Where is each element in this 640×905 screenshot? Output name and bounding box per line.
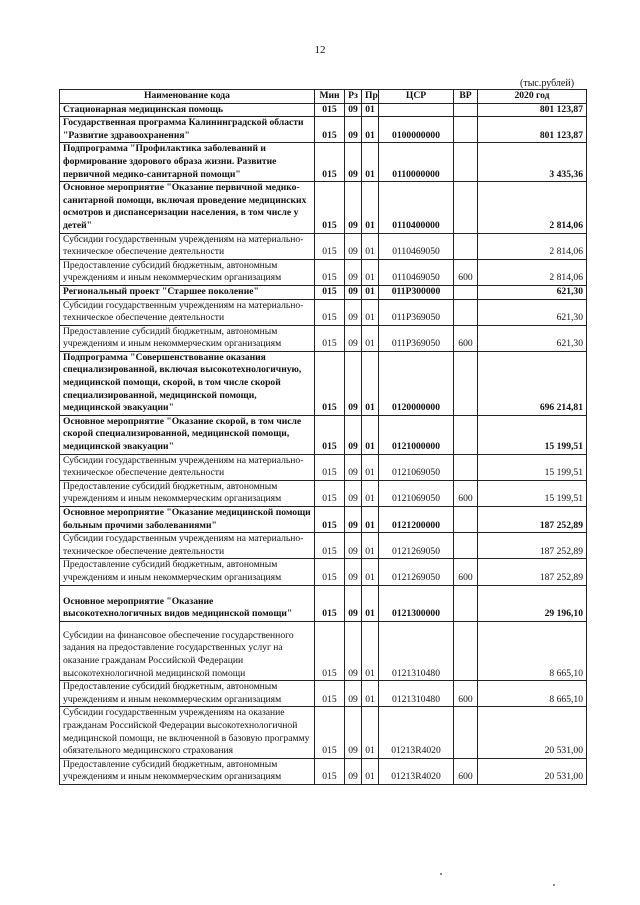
cell-vr — [454, 621, 478, 680]
cell-pr: 01 — [362, 533, 379, 559]
table-row — [60, 103, 587, 117]
cell-pr: 01 — [362, 117, 379, 143]
cell-name: Предоставление субсидий бюджетным, автономным учреждениям и иным некоммерческим организациям — [60, 559, 315, 585]
cell-name: Основное мероприятие "Оказание первичной медико-санитарной помощи, включая проведение медицинских осмотров и диспансеризации населения, в том числе у детей" — [60, 182, 315, 233]
cell-csr: 01213R4020 — [379, 758, 454, 784]
cell-vr — [454, 707, 478, 758]
cell-sum: 187 252,89 — [478, 507, 587, 533]
cell-pr: 01 — [362, 233, 379, 259]
cell-name: Субсидии государственным учреждениям на материально-техническое обеспечение деятельности — [60, 299, 315, 325]
cell-name: Государственная программа Калининградской области "Развитие здравоохранения" — [60, 117, 315, 143]
cell-name: Подпрограмма "Совершенствование оказания специализированной, включая высокотехнологичную, медицинской помощи, скорой, в том числе скорой специализированной, медицинской помощи, медицинской эвакуации" — [60, 351, 315, 415]
table-row — [60, 621, 587, 680]
table-row — [60, 285, 587, 299]
cell-csr: 0121300000 — [379, 585, 454, 621]
cell-pr: 01 — [362, 182, 379, 233]
cell-pr: 01 — [362, 621, 379, 680]
cell-min: 015 — [315, 507, 345, 533]
cell-rz: 09 — [345, 681, 362, 707]
cell-sum: 20 531,00 — [478, 758, 587, 784]
header-year: 2020 год — [478, 90, 587, 104]
cell-pr: 01 — [362, 707, 379, 758]
cell-csr: 0121269050 — [379, 559, 454, 585]
cell-name: Субсидии государственным учреждениям на материально-техническое обеспечение деятельности — [60, 533, 315, 559]
cell-pr: 01 — [362, 325, 379, 351]
cell-rz: 09 — [345, 559, 362, 585]
cell-name: Основное мероприятие "Оказание высокотехнологичных видов медицинской помощи" — [60, 585, 315, 621]
cell-pr: 01 — [362, 259, 379, 285]
cell-name: Стационарная медицинская помощь — [60, 103, 315, 117]
cell-vr — [454, 285, 478, 299]
cell-name: Субсидии государственным учреждениям на материально-техническое обеспечение деятельности — [60, 454, 315, 480]
cell-csr: 0110469050 — [379, 259, 454, 285]
table-row — [60, 681, 587, 707]
scan-speck — [553, 884, 555, 886]
table-row — [60, 325, 587, 351]
cell-sum: 20 531,00 — [478, 707, 587, 758]
page-number: 12 — [314, 44, 326, 56]
cell-sum: 15 199,51 — [478, 454, 587, 480]
cell-sum: 29 196,10 — [478, 585, 587, 621]
cell-csr: 0100000000 — [379, 117, 454, 143]
cell-csr: 0121069050 — [379, 480, 454, 506]
cell-min: 015 — [315, 325, 345, 351]
header-min: Мин — [315, 90, 345, 104]
scan-speck — [440, 873, 442, 875]
table-header-row — [60, 90, 587, 104]
header-pr: Пр — [362, 90, 379, 104]
cell-sum: 187 252,89 — [478, 533, 587, 559]
cell-rz: 09 — [345, 285, 362, 299]
table-row — [60, 480, 587, 506]
cell-name: Предоставление субсидий бюджетным, автономным учреждениям и иным некоммерческим организациям — [60, 758, 315, 784]
cell-rz: 09 — [345, 182, 362, 233]
cell-vr: 600 — [454, 758, 478, 784]
table-row — [60, 415, 587, 454]
cell-vr — [454, 351, 478, 415]
cell-rz: 09 — [345, 707, 362, 758]
cell-pr: 01 — [362, 585, 379, 621]
cell-min: 015 — [315, 143, 345, 182]
cell-csr: 011P300000 — [379, 285, 454, 299]
cell-min: 015 — [315, 758, 345, 784]
cell-rz: 09 — [345, 351, 362, 415]
cell-rz: 09 — [345, 143, 362, 182]
cell-pr: 01 — [362, 559, 379, 585]
cell-vr — [454, 533, 478, 559]
cell-sum: 187 252,89 — [478, 559, 587, 585]
cell-csr: 0110400000 — [379, 182, 454, 233]
cell-csr: 0121000000 — [379, 415, 454, 454]
cell-sum: 621,30 — [478, 285, 587, 299]
cell-sum: 15 199,51 — [478, 415, 587, 454]
cell-vr — [454, 182, 478, 233]
budget-table — [59, 89, 587, 785]
cell-sum: 8 665,10 — [478, 681, 587, 707]
cell-min: 015 — [315, 103, 345, 117]
cell-rz: 09 — [345, 480, 362, 506]
cell-sum: 2 814,06 — [478, 233, 587, 259]
cell-sum: 801 123,87 — [478, 117, 587, 143]
cell-vr — [454, 117, 478, 143]
cell-csr: 0121069050 — [379, 454, 454, 480]
table-row — [60, 117, 587, 143]
cell-csr: 011P369050 — [379, 299, 454, 325]
cell-csr: 0121310480 — [379, 681, 454, 707]
cell-csr: 01213R4020 — [379, 707, 454, 758]
cell-pr: 01 — [362, 681, 379, 707]
cell-rz: 09 — [345, 259, 362, 285]
cell-vr — [454, 507, 478, 533]
cell-pr: 01 — [362, 758, 379, 784]
cell-pr: 01 — [362, 299, 379, 325]
cell-name: Предоставление субсидий бюджетным, автономным учреждениям и иным некоммерческим организациям — [60, 259, 315, 285]
cell-vr — [454, 454, 478, 480]
table-row — [60, 559, 587, 585]
cell-rz: 09 — [345, 533, 362, 559]
cell-name: Предоставление субсидий бюджетным, автономным учреждениям и иным некоммерческим организациям — [60, 681, 315, 707]
cell-sum: 621,30 — [478, 325, 587, 351]
cell-rz: 09 — [345, 103, 362, 117]
cell-pr: 01 — [362, 454, 379, 480]
cell-sum: 15 199,51 — [478, 480, 587, 506]
cell-min: 015 — [315, 480, 345, 506]
cell-rz: 09 — [345, 415, 362, 454]
cell-min: 015 — [315, 621, 345, 680]
cell-min: 015 — [315, 351, 345, 415]
cell-min: 015 — [315, 285, 345, 299]
cell-vr: 600 — [454, 259, 478, 285]
cell-sum: 3 435,36 — [478, 143, 587, 182]
cell-pr: 01 — [362, 103, 379, 117]
cell-name: Региональный проект "Старшее поколение" — [60, 285, 315, 299]
cell-pr: 01 — [362, 480, 379, 506]
cell-csr: 011P369050 — [379, 325, 454, 351]
cell-sum: 2 814,06 — [478, 182, 587, 233]
table-body — [60, 103, 587, 784]
header-vr: ВР — [454, 90, 478, 104]
cell-vr — [454, 299, 478, 325]
units-label: (тыс.рублей) — [520, 78, 575, 89]
cell-vr — [454, 143, 478, 182]
table-row — [60, 143, 587, 182]
table-row — [60, 259, 587, 285]
cell-sum: 621,30 — [478, 299, 587, 325]
cell-rz: 09 — [345, 325, 362, 351]
cell-min: 015 — [315, 454, 345, 480]
table-row — [60, 707, 587, 758]
cell-pr: 01 — [362, 285, 379, 299]
cell-csr: 0121200000 — [379, 507, 454, 533]
cell-vr: 600 — [454, 559, 478, 585]
cell-csr: 0120000000 — [379, 351, 454, 415]
cell-min: 015 — [315, 182, 345, 233]
cell-vr — [454, 103, 478, 117]
header-name: Наименование кода — [60, 90, 315, 104]
cell-name: Предоставление субсидий бюджетным, автономным учреждениям и иным некоммерческим организациям — [60, 480, 315, 506]
cell-name: Подпрограмма "Профилактика заболеваний и формирование здорового образа жизни. Развитие первичной медико-санитарной помощи" — [60, 143, 315, 182]
cell-min: 015 — [315, 233, 345, 259]
cell-name: Субсидии государственным учреждениям на материально-техническое обеспечение деятельности — [60, 233, 315, 259]
cell-min: 015 — [315, 533, 345, 559]
cell-min: 015 — [315, 259, 345, 285]
table-row — [60, 299, 587, 325]
cell-vr — [454, 585, 478, 621]
cell-pr: 01 — [362, 351, 379, 415]
table-row — [60, 585, 587, 621]
cell-min: 015 — [315, 681, 345, 707]
cell-rz: 09 — [345, 621, 362, 680]
cell-name: Субсидии на финансовое обеспечение государственного задания на предоставление государственных услуг на оказание гражданам Российской Федерации высокотехнологичной медицинской помощи — [60, 621, 315, 680]
table-row — [60, 233, 587, 259]
table-row — [60, 351, 587, 415]
cell-csr: 0110469050 — [379, 233, 454, 259]
cell-vr: 600 — [454, 480, 478, 506]
cell-rz: 09 — [345, 117, 362, 143]
cell-min: 015 — [315, 415, 345, 454]
cell-rz: 09 — [345, 454, 362, 480]
cell-sum: 2 814,06 — [478, 259, 587, 285]
cell-min: 015 — [315, 585, 345, 621]
cell-pr: 01 — [362, 415, 379, 454]
table-row — [60, 182, 587, 233]
cell-pr: 01 — [362, 507, 379, 533]
cell-vr: 600 — [454, 681, 478, 707]
cell-name: Субсидии государственным учреждениям на оказание гражданам Российской Федерации высокотехнологичной медицинской помощи, не включенной в базовую программу обязательного медицинского страхования — [60, 707, 315, 758]
cell-rz: 09 — [345, 758, 362, 784]
header-csr: ЦСР — [379, 90, 454, 104]
cell-sum: 801 123,87 — [478, 103, 587, 117]
cell-name: Основное мероприятие "Оказание медицинской помощи больным прочими заболеваниями" — [60, 507, 315, 533]
cell-rz: 09 — [345, 585, 362, 621]
cell-pr: 01 — [362, 143, 379, 182]
cell-sum: 8 665,10 — [478, 621, 587, 680]
cell-csr: 0121269050 — [379, 533, 454, 559]
cell-rz: 09 — [345, 233, 362, 259]
cell-csr: 0110000000 — [379, 143, 454, 182]
cell-min: 015 — [315, 299, 345, 325]
table-row — [60, 454, 587, 480]
cell-rz: 09 — [345, 299, 362, 325]
cell-min: 015 — [315, 117, 345, 143]
cell-vr — [454, 415, 478, 454]
table-row — [60, 507, 587, 533]
cell-name: Основное мероприятие "Оказание скорой, в том числе скорой специализированной, медицинской помощи, медицинской эвакуации" — [60, 415, 315, 454]
table-row — [60, 533, 587, 559]
cell-rz: 09 — [345, 507, 362, 533]
cell-vr: 600 — [454, 325, 478, 351]
cell-min: 015 — [315, 707, 345, 758]
cell-name: Предоставление субсидий бюджетным, автономным учреждениям и иным некоммерческим организациям — [60, 325, 315, 351]
cell-sum: 696 214,81 — [478, 351, 587, 415]
cell-csr: 0121310480 — [379, 621, 454, 680]
table-row — [60, 758, 587, 784]
cell-vr — [454, 233, 478, 259]
header-rz: Рз — [345, 90, 362, 104]
cell-csr — [379, 103, 454, 117]
cell-min: 015 — [315, 559, 345, 585]
